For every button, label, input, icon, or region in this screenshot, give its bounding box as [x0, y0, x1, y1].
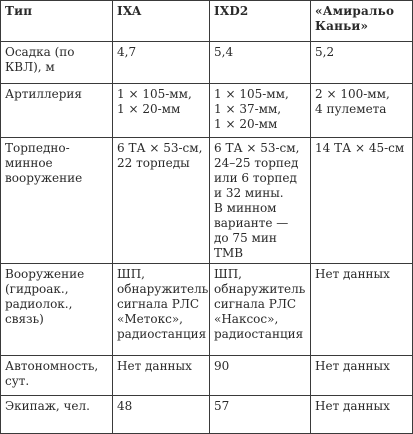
table-row — [1, 396, 413, 434]
table-cell: ШП, обнаружитель сигнала РЛС «Метокс», радиостанция — [113, 264, 210, 356]
table-cell: Нет данных — [311, 356, 413, 396]
table-cell: 14 ТА × 45-см — [311, 138, 413, 264]
table-cell: Нет данных — [311, 396, 413, 434]
table-row — [1, 264, 413, 356]
table-cell: 1 × 105-мм, 1 × 20-мм — [113, 84, 210, 138]
table-row — [1, 138, 413, 264]
table-cell: 57 — [210, 396, 311, 434]
table-row — [1, 42, 413, 84]
table-cell: 90 — [210, 356, 311, 396]
table-row — [1, 84, 413, 138]
table-cell: 6 ТА × 53-см, 22 торпеды — [113, 138, 210, 264]
table-cell: 1 × 105-мм, 1 × 37-мм, 1 × 20-мм — [210, 84, 311, 138]
table-cell: ШП, обнаружитель сигнала РЛС «Наксос», радиостанция — [210, 264, 311, 356]
row-label-equipment: Вооружение (гидроак., радиолок., связь) — [1, 264, 113, 356]
table-cell: Нет данных — [113, 356, 210, 396]
table-cell: 2 × 100-мм, 4 пулемета — [311, 84, 413, 138]
row-label-draft: Осадка (по КВЛ), м — [1, 42, 113, 84]
table-cell: 5,4 — [210, 42, 311, 84]
header-cell-ammiraglio-cagni: «Амиральо Каньи» — [311, 1, 413, 42]
table-row — [1, 356, 413, 396]
table-cell: 48 — [113, 396, 210, 434]
table-cell: 5,2 — [311, 42, 413, 84]
table-cell: 6 ТА × 53-см, 24–25 торпед или 6 торпед и 32 мины. В минном варианте — до 75 мин ТМВ — [210, 138, 311, 264]
header-cell-ixa: IXA — [113, 1, 210, 42]
row-label-crew: Экипаж, чел. — [1, 396, 113, 434]
row-label-torpedo-mine: Торпедно- минное вооружение — [1, 138, 113, 264]
header-cell-ixd2: IXD2 — [210, 1, 311, 42]
header-row — [1, 1, 413, 42]
row-label-endurance: Автономность, сут. — [1, 356, 113, 396]
header-cell-type: Тип — [1, 1, 113, 42]
row-label-artillery: Артиллерия — [1, 84, 113, 138]
table-cell: Нет данных — [311, 264, 413, 356]
table-cell: 4,7 — [113, 42, 210, 84]
